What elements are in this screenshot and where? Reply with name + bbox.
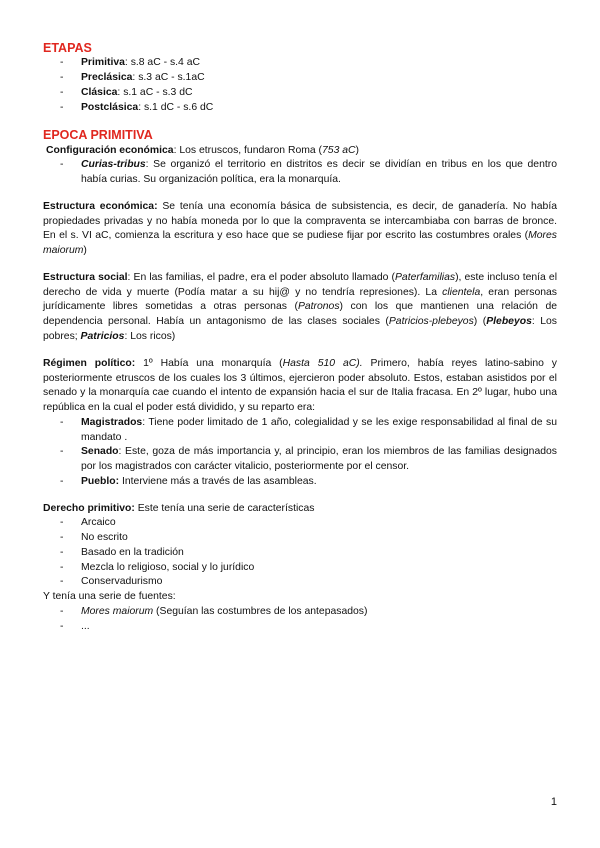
curias-list — [43, 158, 557, 188]
list-item: - Basado en la tradición — [43, 546, 557, 561]
etapas-heading: ETAPAS — [43, 41, 92, 55]
list-item: - Senado: Este, goza de más importancia y, al principio, eran los miembros de las familias designados por los magistrados con carácter vitalicio, posteriormente por el censor. — [43, 445, 557, 475]
list-item: - Mezcla lo religioso, social y lo jurídico — [43, 561, 557, 576]
list-item: - Clásica: s.1 aC - s.3 dC — [43, 86, 557, 101]
list-item: - No escrito — [43, 531, 557, 546]
list-item: - Arcaico — [43, 516, 557, 531]
fuentes-intro: Y tenía una serie de fuentes: — [43, 591, 176, 603]
list-item: - Primitiva: s.8 aC - s.4 aC — [43, 56, 557, 71]
etapas-list — [43, 56, 557, 115]
list-item: - Mores maiorum (Seguían las costumbres de los antepasados) — [43, 605, 557, 620]
list-item: - Preclásica: s.3 aC - s.1aC — [43, 71, 557, 86]
document-page — [43, 40, 557, 635]
page-number: 1 — [550, 796, 557, 808]
list-item: - Conservadurismo — [43, 575, 557, 590]
reparto-list — [43, 416, 557, 490]
estructura-social: Estructura social: En las familias, el padre, era el poder absoluto llamado (Paterfamilias), este incluso tenía el derecho de vida y muerte (Podía matar a su hij@ y no tendría represiones). La clientela, eran personas jurídicamente libres sometidas a otras personas (Patronos) con los que mantienen una relación de dependencia personal. Había un antagonismo de las clases sociales (Patricios-plebeyos) (Plebeyos: Los pobres; Patricios: Los ricos) — [43, 271, 558, 342]
configuracion-economica: Configuración económica: Los etruscos, fundaron Roma (753 aC) — [46, 144, 360, 156]
regimen-politico: Régimen político: 1º Había una monarquía (Hasta 510 aC). Primero, había reyes latino-sabino y posteriormente etruscos de los cuales los 3 últimos, ejercieron poder absoluto. Estos, estaban asistidos por el senado y la monarquía cae cuando el intento de expansión hacia el sur de Italia fracasa. En 2º lugar, hubo una república en la cual el poder está dividido, y su reparto era: — [43, 357, 558, 414]
list-item: - Pueblo: Interviene más a través de las asambleas. — [43, 475, 557, 490]
derecho-primitivo: Derecho primitivo: Este tenía una serie de características — [43, 502, 315, 514]
caracteristicas-list — [43, 516, 557, 590]
estructura-economica: Estructura económica: Se tenía una economía básica de subsistencia, es decir, de ganadería. No había propiedades privadas y no había moneda por lo que la compraventa se intercambiaba con barras de bronce. En el s. VI aC, comienza la escritura y eso hace que se pudiese fijar por escrito las costumbres orales (Mores maiorum) — [43, 200, 558, 257]
list-item: - Curias-tribus: Se organizó el territorio en distritos es decir se dividían en tribus en los que dentro había curias. Su organización política, era la monarquía. — [43, 158, 557, 188]
list-item: - Postclásica: s.1 dC - s.6 dC — [43, 101, 557, 116]
list-item: - ... — [43, 620, 557, 635]
fuentes-list — [43, 605, 557, 635]
epoca-primitiva-heading: EPOCA PRIMITIVA — [43, 128, 153, 143]
list-item: - Magistrados: Tiene poder limitado de 1 año, colegialidad y se les exige responsabilidad al final de su mandato . — [43, 416, 557, 446]
